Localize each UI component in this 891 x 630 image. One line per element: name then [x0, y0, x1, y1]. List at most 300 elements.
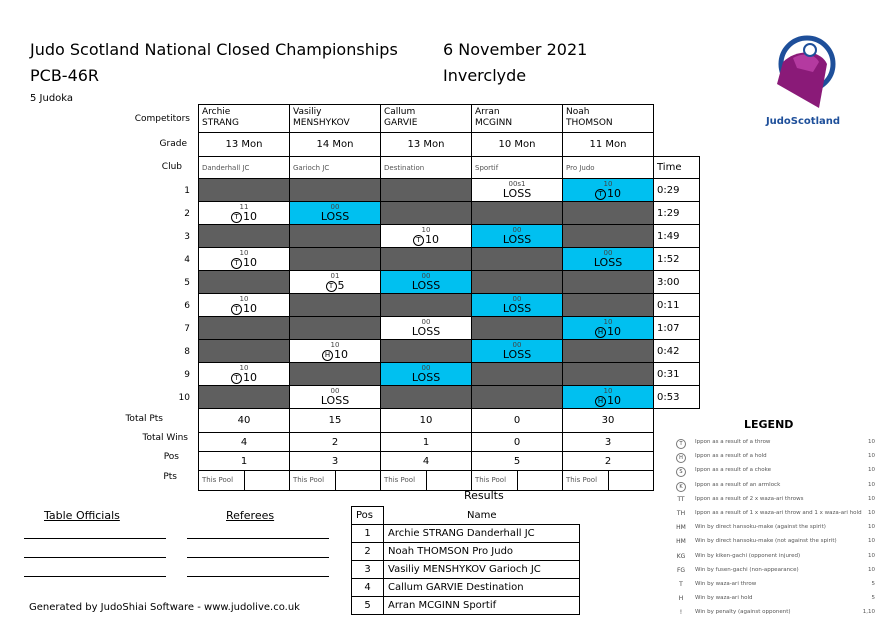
legend-symbol-text: T	[679, 581, 683, 588]
match-cell	[563, 202, 654, 225]
match-number: 8	[184, 347, 190, 357]
match-cell	[381, 317, 472, 340]
legend-item	[673, 592, 875, 606]
competitor-name-cell	[199, 105, 290, 133]
results-pos: 3	[352, 561, 384, 579]
match-result-value: 10	[243, 256, 257, 269]
legend-points: 10	[868, 510, 875, 516]
club-cell: Sportif	[472, 157, 563, 179]
match-cell	[381, 294, 472, 317]
match-score: 00s1	[508, 180, 526, 188]
legend-symbol-icon	[673, 595, 689, 602]
hold-ippon-icon: H	[595, 327, 606, 338]
match-result	[199, 210, 289, 223]
legend-symbol-icon	[673, 467, 689, 477]
pool-table	[198, 104, 700, 491]
match-result-value: LOSS	[411, 279, 441, 292]
grade-row	[199, 133, 700, 157]
label-competitors: Competitors	[134, 114, 190, 124]
event-title: Judo Scotland National Closed Championships	[30, 40, 398, 59]
competitor-first-name: Arran	[475, 107, 500, 117]
match-cell	[472, 386, 563, 409]
legend-item	[673, 436, 875, 450]
logo-graphic-icon	[763, 34, 843, 112]
legend-item	[673, 479, 875, 493]
match-result	[472, 233, 562, 246]
match-cell	[290, 202, 381, 225]
match-cell	[199, 225, 290, 248]
legend-item	[673, 464, 875, 478]
match-result	[381, 279, 471, 292]
pts-cell	[199, 471, 290, 491]
legend-symbol-icon	[673, 524, 689, 531]
match-row	[199, 386, 700, 409]
match-cell	[199, 294, 290, 317]
pts-row	[199, 471, 700, 491]
referee-line	[187, 538, 329, 539]
competitor-last-name: MCGINN	[475, 118, 513, 128]
results-name-header: Name	[384, 507, 580, 525]
results-row	[352, 561, 580, 579]
legend-points: 5	[871, 595, 875, 602]
match-cell	[472, 225, 563, 248]
legend-item	[673, 450, 875, 464]
match-result	[381, 233, 471, 246]
official-line	[24, 576, 166, 577]
legend-text: Win by fusen-gachi (non-appearance)	[695, 566, 799, 573]
label-pts: Pts	[163, 472, 177, 482]
match-time: 0:53	[654, 386, 700, 409]
referees-heading: Referees	[226, 509, 275, 522]
hold-ippon-icon: H	[322, 350, 333, 361]
this-pool-box	[290, 471, 380, 490]
match-cell	[381, 363, 472, 386]
match-result	[290, 348, 380, 361]
legend-item	[673, 535, 875, 549]
this-pool-box	[563, 471, 653, 490]
legend-item	[673, 578, 875, 592]
grade-cell: 13 Mon	[199, 133, 290, 157]
match-score: 10	[603, 387, 613, 395]
match-time: 1:07	[654, 317, 700, 340]
match-time: 0:29	[654, 179, 700, 202]
match-cell	[472, 179, 563, 202]
match-result	[563, 394, 653, 407]
total-wins-cell: 0	[472, 433, 563, 452]
logo-text: JudoScotland	[765, 116, 841, 127]
legend-text: Ippon as a result of 2 x waza-ari throws	[695, 495, 804, 502]
match-score: 00	[512, 226, 522, 234]
match-result	[472, 302, 562, 315]
match-cell	[472, 202, 563, 225]
total-pts-cell: 15	[290, 409, 381, 433]
legend-text: Win by direct hansoku-make (not against the spirit)	[695, 538, 837, 545]
legend-symbol-text: H	[676, 453, 686, 463]
pos-cell: 5	[472, 452, 563, 471]
results-pos-header: Pos	[352, 507, 384, 525]
match-result-value: 10	[607, 187, 621, 200]
club-cell: Destination	[381, 157, 472, 179]
legend-text: Win by kiken-gachi (opponent injured)	[695, 552, 801, 559]
match-score: 11	[239, 203, 249, 211]
match-time: 1:49	[654, 225, 700, 248]
competitor-first-name: Archie	[202, 107, 231, 117]
throw-ippon-icon: T	[595, 189, 606, 200]
competitor-last-name: GARVIE	[384, 118, 418, 128]
match-cell	[290, 386, 381, 409]
legend-item	[673, 564, 875, 578]
match-time: 1:29	[654, 202, 700, 225]
competitor-name-cell	[472, 105, 563, 133]
match-cell	[563, 271, 654, 294]
results-row	[352, 543, 580, 561]
legend-symbol-icon	[673, 567, 689, 574]
match-result	[290, 210, 380, 223]
total-pts-cell: 30	[563, 409, 654, 433]
match-score: 00	[603, 249, 613, 257]
judoka-count: 5 Judoka	[30, 93, 74, 104]
match-result-value: LOSS	[502, 302, 532, 315]
match-number: 2	[184, 209, 190, 219]
match-result-value: 10	[243, 371, 257, 384]
match-cell	[290, 179, 381, 202]
results-name: Noah THOMSON Pro Judo	[384, 543, 580, 561]
competitor-last-name: MENSHYKOV	[293, 118, 350, 128]
match-cell	[563, 317, 654, 340]
grade-cell: 10 Mon	[472, 133, 563, 157]
club-cell: Garioch JC	[290, 157, 381, 179]
total-wins-row	[199, 433, 700, 452]
competitor-name-cell	[290, 105, 381, 133]
match-cell	[381, 271, 472, 294]
match-number: 6	[184, 301, 190, 311]
match-result-value: 5	[337, 279, 345, 292]
match-result-value: 10	[243, 210, 257, 223]
match-result-value: LOSS	[593, 256, 623, 269]
pts-cell	[290, 471, 381, 491]
results-row	[352, 597, 580, 615]
legend-points: 10	[868, 524, 875, 531]
match-score: 00	[421, 272, 431, 280]
match-result-value: 10	[334, 348, 348, 361]
match-row	[199, 179, 700, 202]
grade-cell: 14 Mon	[290, 133, 381, 157]
match-cell	[290, 248, 381, 271]
match-cell	[381, 386, 472, 409]
competitor-first-name: Callum	[384, 107, 416, 117]
match-cell	[290, 294, 381, 317]
match-result	[199, 371, 289, 384]
legend-symbol-icon	[673, 538, 689, 545]
legend-symbol-icon	[673, 439, 689, 449]
match-cell	[199, 386, 290, 409]
throw-ippon-icon: T	[326, 281, 337, 292]
match-cell	[199, 271, 290, 294]
competitor-name-cell	[381, 105, 472, 133]
match-result	[290, 279, 380, 292]
legend-points: 10	[868, 566, 875, 573]
match-result	[381, 325, 471, 338]
official-line	[24, 538, 166, 539]
club-cell: Pro Judo	[563, 157, 654, 179]
legend-symbol-text: FG	[676, 566, 686, 574]
match-result	[199, 256, 289, 269]
match-score: 10	[330, 341, 340, 349]
match-score: 01	[330, 272, 340, 280]
match-cell	[563, 225, 654, 248]
legend-symbol-icon	[673, 510, 689, 517]
pos-cell: 2	[563, 452, 654, 471]
match-time: 0:11	[654, 294, 700, 317]
legend-points: 10	[868, 439, 875, 445]
legend-text: Ippon as a result of a hold	[695, 453, 767, 460]
legend-symbol-text: HM	[676, 524, 686, 532]
pool-pts-blank	[426, 471, 472, 490]
match-row	[199, 317, 700, 340]
match-result-value: LOSS	[320, 394, 350, 407]
results-name: Archie STRANG Danderhall JC	[384, 525, 580, 543]
match-cell	[381, 248, 472, 271]
legend-points: 10	[868, 495, 875, 502]
event-date: 6 November 2021	[443, 40, 588, 59]
legend-item	[673, 550, 875, 564]
match-result-value: LOSS	[502, 348, 532, 361]
legend-points: 10	[868, 467, 875, 474]
legend-text: Ippon as a result of a throw	[695, 439, 771, 445]
match-result-value: LOSS	[411, 325, 441, 338]
match-result-value: 10	[607, 325, 621, 338]
throw-ippon-icon: T	[231, 373, 242, 384]
match-cell	[472, 363, 563, 386]
match-row	[199, 225, 700, 248]
legend-symbol-text: TH	[676, 510, 686, 517]
match-score: 10	[239, 364, 249, 372]
match-score: 10	[239, 249, 249, 257]
label-pos: Pos	[163, 452, 179, 462]
venue-name: Inverclyde	[443, 66, 527, 85]
club-cell: Danderhall JC	[199, 157, 290, 179]
results-pos: 5	[352, 597, 384, 615]
legend-item	[673, 521, 875, 535]
throw-ippon-icon: T	[231, 212, 242, 223]
club-row	[199, 157, 700, 179]
match-score: 00	[421, 318, 431, 326]
match-number: 4	[184, 255, 190, 265]
match-score: 10	[421, 226, 431, 234]
match-cell	[563, 179, 654, 202]
match-cell	[563, 294, 654, 317]
legend-symbol-icon	[673, 453, 689, 463]
this-pool-label: This Pool	[384, 476, 416, 484]
pool-pts-blank	[517, 471, 563, 490]
competitor-last-name: THOMSON	[566, 118, 613, 128]
match-result	[563, 325, 653, 338]
legend-symbol-icon	[673, 553, 689, 560]
match-result-value: LOSS	[320, 210, 350, 223]
match-row	[199, 202, 700, 225]
match-result	[381, 371, 471, 384]
this-pool-label: This Pool	[202, 476, 234, 484]
judoscotland-logo	[763, 34, 843, 126]
match-result-value: 10	[425, 233, 439, 246]
match-row	[199, 271, 700, 294]
results-row	[352, 579, 580, 597]
match-score: 10	[603, 180, 613, 188]
label-club: Club	[161, 162, 182, 172]
legend-symbol-text: T	[676, 439, 686, 449]
legend-symbol-text: K	[676, 482, 686, 492]
results-header-row	[352, 507, 580, 525]
legend-symbol-icon	[673, 496, 689, 503]
this-pool-label: This Pool	[293, 476, 325, 484]
match-cell	[199, 363, 290, 386]
legend-symbol-text: S	[676, 467, 686, 477]
referee-line	[187, 557, 329, 558]
match-cell	[563, 386, 654, 409]
legend-symbol-text: !	[679, 609, 683, 617]
results-table	[351, 506, 580, 615]
legend-symbol-icon	[673, 581, 689, 588]
total-pts-row	[199, 409, 700, 433]
throw-ippon-icon: T	[413, 235, 424, 246]
this-pool-box	[199, 471, 289, 490]
match-time: 0:31	[654, 363, 700, 386]
competitor-first-name: Noah	[566, 107, 590, 117]
legend-symbol-icon	[673, 609, 689, 616]
match-cell	[563, 248, 654, 271]
match-row	[199, 294, 700, 317]
this-pool-box	[381, 471, 471, 490]
match-result-value: 10	[607, 394, 621, 407]
match-cell	[199, 179, 290, 202]
legend-symbol-text: KG	[676, 552, 686, 560]
match-score: 00	[330, 203, 340, 211]
label-total-pts: Total Pts	[125, 414, 163, 424]
match-number: 7	[184, 324, 190, 334]
total-pts-cell: 40	[199, 409, 290, 433]
match-cell	[381, 340, 472, 363]
pts-cell	[472, 471, 563, 491]
match-cell	[290, 225, 381, 248]
match-row	[199, 363, 700, 386]
legend-symbol-text: H	[678, 595, 684, 603]
legend-points: 1,10	[862, 609, 875, 616]
match-score: 00	[512, 295, 522, 303]
legend-symbol-text: HM	[676, 538, 686, 546]
match-result	[290, 394, 380, 407]
throw-ippon-icon: T	[231, 304, 242, 315]
grade-cell: 13 Mon	[381, 133, 472, 157]
total-pts-cell: 10	[381, 409, 472, 433]
legend-text: Win by direct hansoku-make (against the spirit)	[695, 524, 826, 531]
match-cell	[563, 363, 654, 386]
match-cell	[472, 317, 563, 340]
legend-symbol-icon	[673, 482, 689, 492]
pos-row	[199, 452, 700, 471]
match-result	[472, 348, 562, 361]
grade-cell: 11 Mon	[563, 133, 654, 157]
official-line	[24, 557, 166, 558]
match-result	[472, 187, 562, 200]
match-cell	[472, 248, 563, 271]
match-cell	[290, 317, 381, 340]
match-result-value: LOSS	[411, 371, 441, 384]
match-cell	[199, 317, 290, 340]
match-cell	[563, 340, 654, 363]
pos-cell: 4	[381, 452, 472, 471]
results-row	[352, 525, 580, 543]
match-result-value: 10	[243, 302, 257, 315]
throw-ippon-icon: T	[231, 258, 242, 269]
match-cell	[290, 271, 381, 294]
legend-text: Ippon as a result of an armlock	[695, 481, 781, 488]
legend-points: 10	[868, 538, 875, 545]
pos-cell: 1	[199, 452, 290, 471]
results-pos: 2	[352, 543, 384, 561]
competitor-last-name: STRANG	[202, 118, 239, 128]
match-cell	[290, 340, 381, 363]
match-cell	[199, 340, 290, 363]
pool-pts-blank	[335, 471, 381, 490]
label-grade: Grade	[159, 139, 187, 149]
match-cell	[472, 340, 563, 363]
match-number: 5	[184, 278, 190, 288]
match-cell	[381, 202, 472, 225]
total-wins-cell: 4	[199, 433, 290, 452]
match-number: 9	[184, 370, 190, 380]
match-row	[199, 340, 700, 363]
match-cell	[472, 294, 563, 317]
legend-text: Ippon as a result of 1 x waza-ari throw and 1 x waza-ari hold	[695, 510, 862, 516]
match-cell	[381, 225, 472, 248]
pool-pts-blank	[244, 471, 290, 490]
match-time: 3:00	[654, 271, 700, 294]
results-name: Callum GARVIE Destination	[384, 579, 580, 597]
results-name: Arran MCGINN Sportif	[384, 597, 580, 615]
legend-points: 10	[868, 552, 875, 559]
referee-line	[187, 576, 329, 577]
pos-cell: 3	[290, 452, 381, 471]
match-number: 3	[184, 232, 190, 242]
competitor-first-name: Vasiliy	[293, 107, 322, 117]
legend-item	[673, 507, 875, 521]
footer-text: Generated by JudoShiai Software - www.judolive.co.uk	[29, 602, 300, 613]
legend-item	[673, 606, 875, 620]
legend-points: 5	[871, 581, 875, 587]
total-wins-cell: 3	[563, 433, 654, 452]
pts-cell	[381, 471, 472, 491]
legend-points: 10	[868, 453, 875, 460]
category-name: PCB-46R	[30, 66, 100, 85]
match-cell	[290, 363, 381, 386]
match-cell	[381, 179, 472, 202]
legend-points: 10	[868, 481, 875, 488]
legend-text: Win by penalty (against opponent)	[695, 609, 791, 616]
match-score: 00	[421, 364, 431, 372]
this-pool-box	[472, 471, 562, 490]
match-cell	[199, 202, 290, 225]
competitor-name-cell	[563, 105, 654, 133]
competitor-row	[199, 105, 700, 133]
results-pos: 4	[352, 579, 384, 597]
match-score: 10	[239, 295, 249, 303]
match-time: 0:42	[654, 340, 700, 363]
match-row	[199, 248, 700, 271]
time-header: Time	[654, 157, 700, 179]
total-wins-cell: 1	[381, 433, 472, 452]
results-name: Vasiliy MENSHYKOV Garioch JC	[384, 561, 580, 579]
match-result	[563, 256, 653, 269]
